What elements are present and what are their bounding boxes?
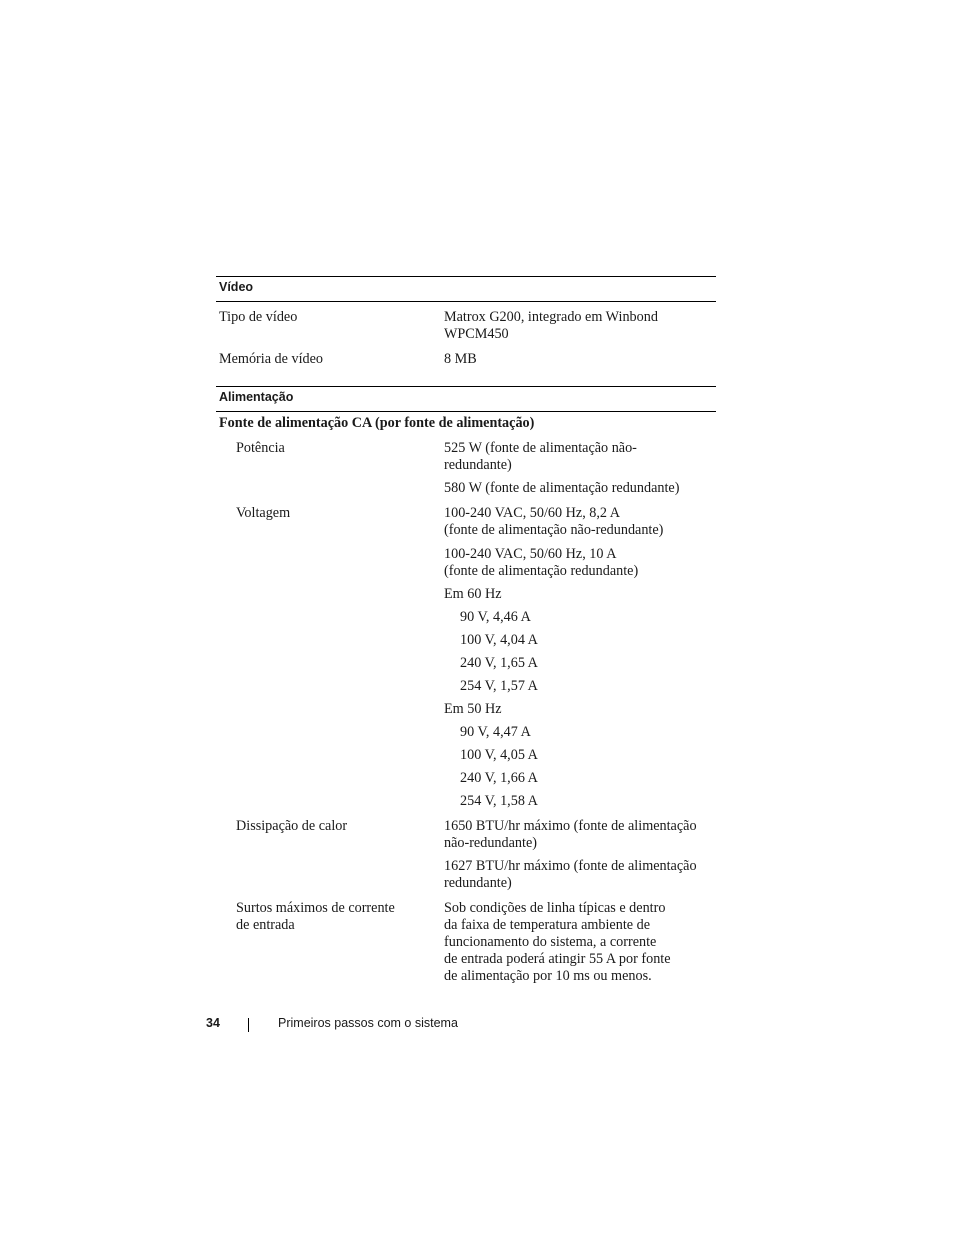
voltage-row — [216, 505, 716, 810]
voltage-value-1-line-1: 100-240 VAC, 50/60 Hz, 8,2 A — [444, 505, 621, 521]
heat-label: Dissipação de calor — [236, 818, 348, 834]
inrush-value-line-1: Sob condições de linha típicas e dentro — [444, 900, 666, 916]
hz60-value-3: 240 V, 1,65 A — [460, 655, 538, 671]
inrush-value-line-4: de entrada poderá atingir 55 A por fonte — [444, 951, 671, 967]
hz50-value-3: 240 V, 1,66 A — [460, 770, 538, 786]
footer-title: Primeiros passos com o sistema — [278, 1016, 458, 1030]
video-type-row — [216, 309, 716, 343]
power-subheading: Fonte de alimentação CA (por fonte de alimentação) — [219, 415, 535, 431]
heat-value-1-line-2: não-redundante) — [444, 835, 537, 851]
heat-value-2 — [444, 858, 716, 892]
hz60-label: Em 60 Hz — [444, 586, 502, 602]
video-memory-label: Memória de vídeo — [219, 351, 324, 367]
hz60-value-2: 100 V, 4,04 A — [460, 632, 538, 648]
video-memory-value: 8 MB — [444, 351, 477, 367]
inrush-row — [216, 900, 716, 985]
inrush-label-line-2: de entrada — [236, 917, 295, 933]
wattage-row — [216, 440, 716, 497]
inrush-label-line-1: Surtos máximos de corrente — [236, 900, 395, 916]
inrush-value-line-3: funcionamento do sistema, a corrente — [444, 934, 657, 950]
voltage-value-2 — [444, 546, 716, 580]
voltage-value-2-line-1: 100-240 VAC, 50/60 Hz, 10 A — [444, 546, 617, 562]
page-number: 34 — [206, 1016, 220, 1030]
heat-value-2-line-1: 1627 BTU/hr máximo (fonte de alimentação — [444, 858, 697, 874]
heat-value-2-line-2: redundante) — [444, 875, 512, 891]
wattage-value-1-line-1: 525 W (fonte de alimentação não- — [444, 440, 637, 456]
heat-value-1-line-1: 1650 BTU/hr máximo (fonte de alimentação — [444, 818, 697, 834]
hz50-value-2: 100 V, 4,05 A — [460, 747, 538, 763]
hz50-value-4: 254 V, 1,58 A — [460, 793, 538, 809]
voltage-value-1-line-2: (fonte de alimentação não-redundante) — [444, 522, 664, 538]
heat-row — [216, 818, 716, 892]
video-type-value-2: WPCM450 — [444, 326, 509, 342]
wattage-value-1-line-2: redundante) — [444, 457, 512, 473]
voltage-value-2-line-2: (fonte de alimentação redundante) — [444, 563, 639, 579]
spec-table — [216, 276, 716, 985]
wattage-value-1 — [444, 440, 716, 474]
footer-separator — [248, 1018, 249, 1032]
inrush-value-line-5: de alimentação por 10 ms ou menos. — [444, 968, 652, 984]
video-memory-row — [216, 351, 716, 368]
power-heading: Alimentação — [219, 390, 294, 404]
video-type-label: Tipo de vídeo — [219, 309, 298, 325]
inrush-value — [444, 900, 716, 985]
hz60-value-1: 90 V, 4,46 A — [460, 609, 531, 625]
inrush-value-line-2: da faixa de temperatura ambiente de — [444, 917, 651, 933]
hz60-value-4: 254 V, 1,57 A — [460, 678, 538, 694]
wattage-label: Potência — [236, 440, 285, 456]
video-type-value-1: Matrox G200, integrado em Winbond — [444, 309, 658, 325]
wattage-value-2: 580 W (fonte de alimentação redundante) — [444, 480, 680, 496]
voltage-value-1 — [444, 505, 716, 539]
hz50-label: Em 50 Hz — [444, 701, 502, 717]
hz50-value-1: 90 V, 4,47 A — [460, 724, 531, 740]
video-heading: Vídeo — [219, 280, 254, 294]
heat-value-1 — [444, 818, 716, 852]
video-rule — [216, 301, 716, 302]
voltage-label: Voltagem — [236, 505, 291, 521]
